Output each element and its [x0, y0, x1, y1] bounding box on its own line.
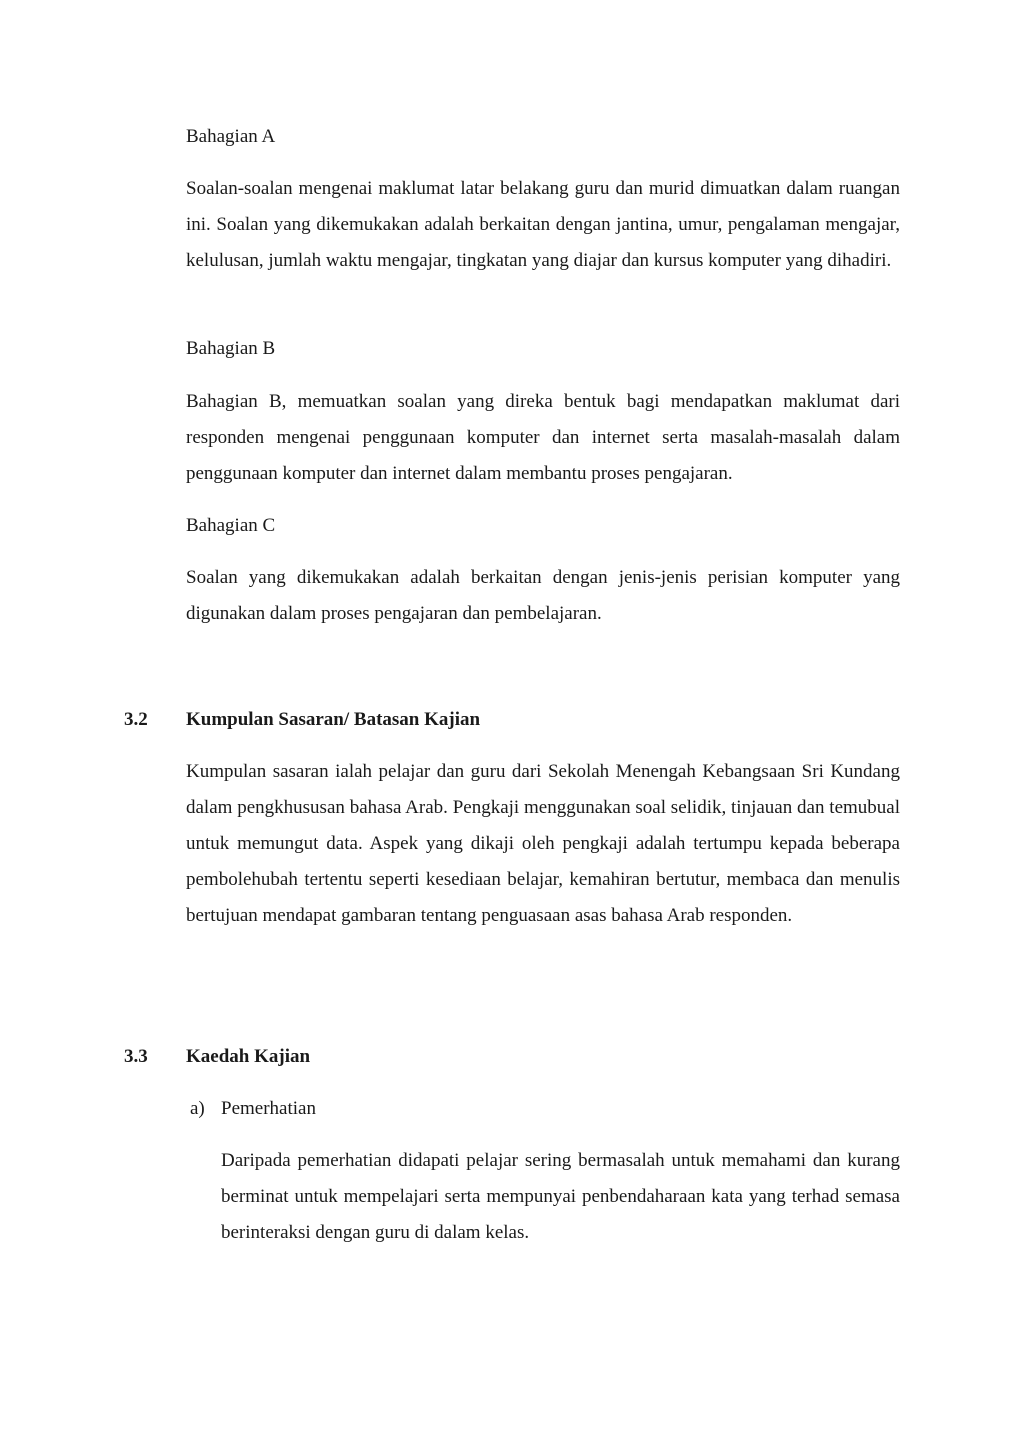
bahagian-b-paragraph: Bahagian B, memuatkan soalan yang direka bentuk bagi mendapatkan maklumat dari responden mengenai penggunaan komputer dan internet serta masalah-masalah dalam penggunaan komputer dan internet dalam membantu proses pengajaran.: [186, 391, 900, 484]
section-3-2-title: Kumpulan Sasaran/ Batasan Kajian: [186, 709, 481, 730]
section-3-2-number: 3.2: [124, 709, 148, 730]
bahagian-b-label: Bahagian B: [186, 338, 276, 359]
bahagian-c-paragraph: Soalan yang dikemukakan adalah berkaitan dengan jenis-jenis perisian komputer yang digunakan dalam proses pengajaran dan pembelajaran.: [186, 567, 900, 624]
item-a-paragraph: Daripada pemerhatian didapati pelajar sering bermasalah untuk memahami dan kurang berminat untuk mempelajari serta mempunyai penbendaharaan kata yang terhad semasa berinteraksi dengan guru di dalam kelas.: [221, 1150, 900, 1243]
item-a-label: Pemerhatian: [221, 1098, 316, 1119]
section-3-2-paragraph: Kumpulan sasaran ialah pelajar dan guru dari Sekolah Menengah Kebangsaan Sri Kundang dalam pengkhususan bahasa Arab. Pengkaji menggunakan soal selidik, tinjauan dan temubual untuk memungut data. Aspek yang dikaji oleh pengkaji adalah tertumpu kepada beberapa pembolehubah tertentu seperti kesediaan belajar, kemahiran bertutur, membaca dan menulis bertujuan mendapat gambaran tentang penguasaan asas bahasa Arab responden.: [186, 761, 900, 926]
item-a-marker: a): [190, 1098, 205, 1119]
bahagian-a-paragraph: Soalan-soalan mengenai maklumat latar belakang guru dan murid dimuatkan dalam ruangan ini. Soalan yang dikemukakan adalah berkaitan dengan jantina, umur, pengalaman mengajar, kelulusan, jumlah waktu mengajar, tingkatan yang diajar dan kursus komputer yang dihadiri.: [186, 178, 900, 271]
bahagian-a-label: Bahagian A: [186, 126, 276, 147]
section-3-3-number: 3.3: [124, 1046, 148, 1067]
bahagian-c-label: Bahagian C: [186, 515, 276, 536]
section-3-3-title: Kaedah Kajian: [186, 1046, 311, 1067]
